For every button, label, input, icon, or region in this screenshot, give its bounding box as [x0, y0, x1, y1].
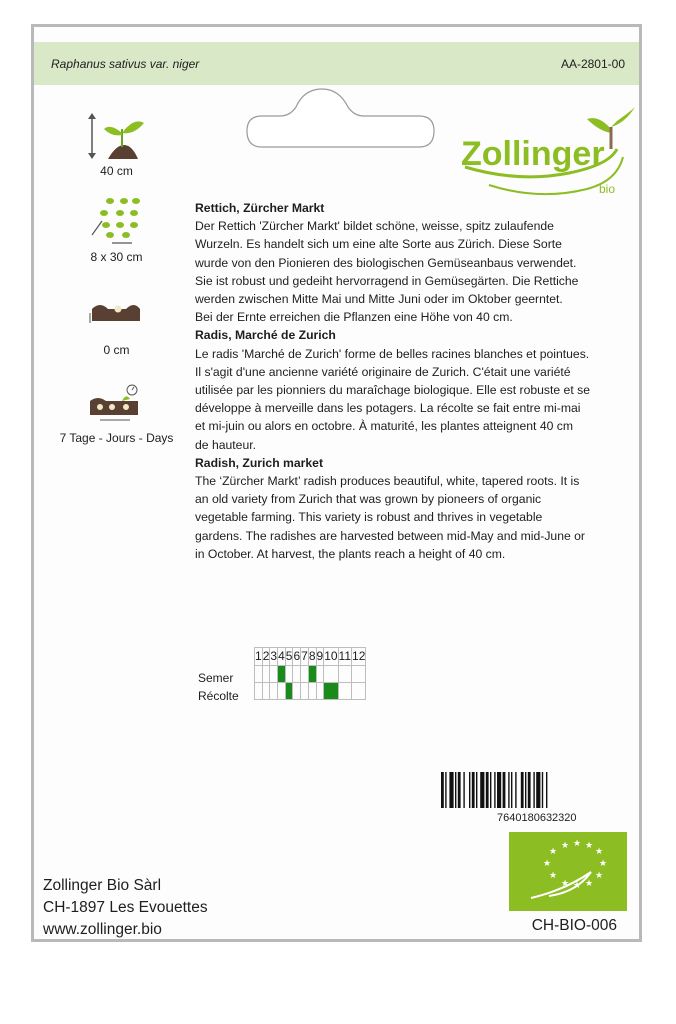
text-de-line: Sie ist robust und gedeiht hervorragend in Gemüsegärten. Die Rettiche [195, 273, 579, 288]
calendar-cell-active [278, 666, 286, 683]
sowing-depth-icon [34, 297, 199, 332]
calendar-cell [270, 666, 278, 683]
calendar-cell-active [324, 683, 338, 700]
calendar-cell [270, 683, 278, 700]
text-de-line: Der Rettich 'Zürcher Markt' bildet schöne, weisse, spitz zulaufende [195, 219, 554, 234]
svg-text:★: ★ [595, 871, 604, 881]
eu-organic-logo [509, 832, 627, 911]
calendar-cell [293, 683, 301, 700]
barcode-bar [449, 772, 453, 808]
barcode-bar [497, 772, 501, 808]
description [195, 199, 595, 563]
latin-name: Raphanus sativus var. niger [51, 57, 200, 71]
text-en-line: The ‘Zürcher Markt’ radish produces beautiful, white, tapered roots. It is [195, 474, 580, 489]
logo-word: Zollinger [461, 135, 605, 173]
logo-graphic [459, 105, 639, 205]
barcode-bar [503, 772, 506, 808]
barcode-bar [463, 772, 464, 808]
svg-text:★: ★ [585, 879, 594, 889]
calendar-cell [324, 666, 338, 683]
month-cell: 3 [270, 648, 278, 666]
company-city: CH-1897 Les Evouettes [43, 899, 208, 916]
text-de-line: Bei der Ernte erreichen die Pflanzen eine Höhe von 40 cm. [195, 310, 513, 325]
heading-fr: Radis, Marché de Zurich [195, 328, 336, 343]
calendar-cell-active [285, 683, 293, 700]
barcode-bar [533, 772, 534, 808]
eu-leaf-stars-icon [509, 832, 627, 911]
month-cell: 2 [262, 648, 270, 666]
barcode-bar [480, 772, 484, 808]
text-fr-line: Le radis 'Marché de Zurich' forme de belles racines blanches et pointues. [195, 346, 590, 361]
month-cell: 4 [278, 648, 286, 666]
text-de-line: wurde von den Pionieren des biologischen Gemüseanbaus verwendet. [195, 255, 577, 270]
barcode-bar [476, 772, 477, 808]
heading-de: Rettich, Zürcher Markt [195, 201, 325, 215]
calendar-cell [308, 683, 316, 700]
calendar-cell [255, 683, 263, 700]
calendar-cell [255, 666, 263, 683]
text-fr-line: de hauteur. [195, 437, 256, 452]
svg-text:★: ★ [573, 839, 582, 849]
svg-text:★: ★ [561, 879, 570, 889]
svg-text:★: ★ [549, 871, 558, 881]
svg-text:★: ★ [561, 841, 570, 851]
barcode-bar [525, 772, 526, 808]
barcode-bar [469, 772, 470, 808]
company-name: Zollinger Bio Sàrl [43, 877, 162, 894]
calendar-cell [293, 666, 301, 683]
barcode-bar [486, 772, 489, 808]
calendar-row [255, 666, 366, 683]
sowing-depth-label: 0 cm [103, 343, 130, 357]
text-de-line: Wurzeln. Es handelt sich um eine alte Sorte aus Zürich. Diese Sorte [195, 237, 562, 252]
calendar-cell [352, 666, 366, 683]
svg-text:★: ★ [595, 847, 604, 857]
calendar-cell [316, 666, 324, 683]
row-label-harvest: Récolte [198, 689, 239, 703]
month-cell: 6 [293, 648, 301, 666]
text-fr-line: et mi-juin ou alors en octobre. À maturité, les plantes atteignent 40 cm [195, 419, 574, 434]
month-header-row [255, 648, 366, 666]
barcode-bar [515, 772, 516, 808]
row-label-sow: Semer [198, 671, 234, 685]
certification-code: CH-BIO-006 [531, 917, 617, 934]
logo-sub: bio [599, 182, 616, 196]
calendar-cell [301, 683, 309, 700]
svg-text:★: ★ [573, 881, 582, 891]
barcode-bar [511, 772, 512, 808]
calendar-cell [278, 683, 286, 700]
barcode-bar [455, 772, 456, 808]
month-cell: 10 [324, 648, 338, 666]
month-cell: 7 [301, 648, 309, 666]
barcode-bar [542, 772, 543, 808]
barcode-bar [441, 772, 444, 808]
month-cell: 1 [255, 648, 263, 666]
germination-icon [34, 383, 199, 428]
spacing-icon [34, 195, 199, 252]
calendar-cell-active [308, 666, 316, 683]
barcode-bar [458, 772, 461, 808]
barcode-bar [521, 772, 524, 808]
calendar-cell [262, 666, 270, 683]
plant-height-icon [34, 111, 199, 166]
calendar-cell [301, 666, 309, 683]
barcode-bar [445, 772, 446, 808]
barcode-bar [472, 772, 475, 808]
text-de-line: werden zwischen Mitte Mai und Mitte Juni oder im Oktober geerntet. [195, 292, 563, 307]
svg-text:★: ★ [585, 841, 594, 851]
company-website[interactable]: www.zollinger.bio [43, 921, 162, 938]
text-en-line: in October. At harvest, the plants reach a height of 40 cm. [195, 546, 506, 561]
month-cell: 12 [352, 648, 366, 666]
calendar-cell [338, 683, 351, 700]
calendar-cell [316, 683, 324, 700]
barcode-bar [546, 772, 547, 808]
calendar-grid [254, 647, 366, 700]
barcode-bar [536, 772, 540, 808]
month-cell: 8 [308, 648, 316, 666]
barcode-icon [441, 772, 621, 810]
calendar-cell [352, 683, 366, 700]
barcode-number: 7640180632320 [497, 812, 577, 824]
calendar-row [255, 683, 366, 700]
text-fr-line: développe à merveille dans les potagers. La récolte se fait entre mi-mai [195, 401, 581, 416]
text-fr-line: Il s'agit d'une ancienne variété originaire de Zurich. C'était une variété [195, 364, 571, 379]
calendar-cell [338, 666, 351, 683]
svg-text:★: ★ [599, 859, 608, 869]
month-cell: 9 [316, 648, 324, 666]
month-cell: 11 [338, 648, 351, 666]
text-fr-line: utilisée par les pionniers du maraîchage biologique. Elle est robuste et se [195, 383, 590, 398]
svg-text:★: ★ [543, 859, 552, 869]
barcode-bar [494, 772, 495, 808]
barcode-bar [528, 772, 531, 808]
text-en-line: gardens. The radishes are harvested between mid-May and mid-June or [195, 528, 585, 543]
barcode-bar [490, 772, 491, 808]
article-code: AA-2801-00 [560, 57, 625, 71]
seed-packet [31, 24, 642, 942]
calendar-cell [285, 666, 293, 683]
spacing-label: 8 x 30 cm [90, 250, 143, 264]
germination-label: 7 Tage - Jours - Days [59, 431, 174, 445]
text-en-line: vegetable farming. This variety is robust and thrives in vegetable [195, 510, 543, 525]
zollinger-logo [459, 105, 639, 210]
text-en-line: an old variety from Zurich that was grown by pioneers of organic [195, 492, 542, 507]
calendar-cell [262, 683, 270, 700]
plant-height-label: 40 cm [100, 164, 133, 178]
barcode-bar [508, 772, 509, 808]
month-cell: 5 [285, 648, 293, 666]
svg-text:★: ★ [549, 847, 558, 857]
heading-en: Radish, Zurich market [195, 455, 324, 470]
